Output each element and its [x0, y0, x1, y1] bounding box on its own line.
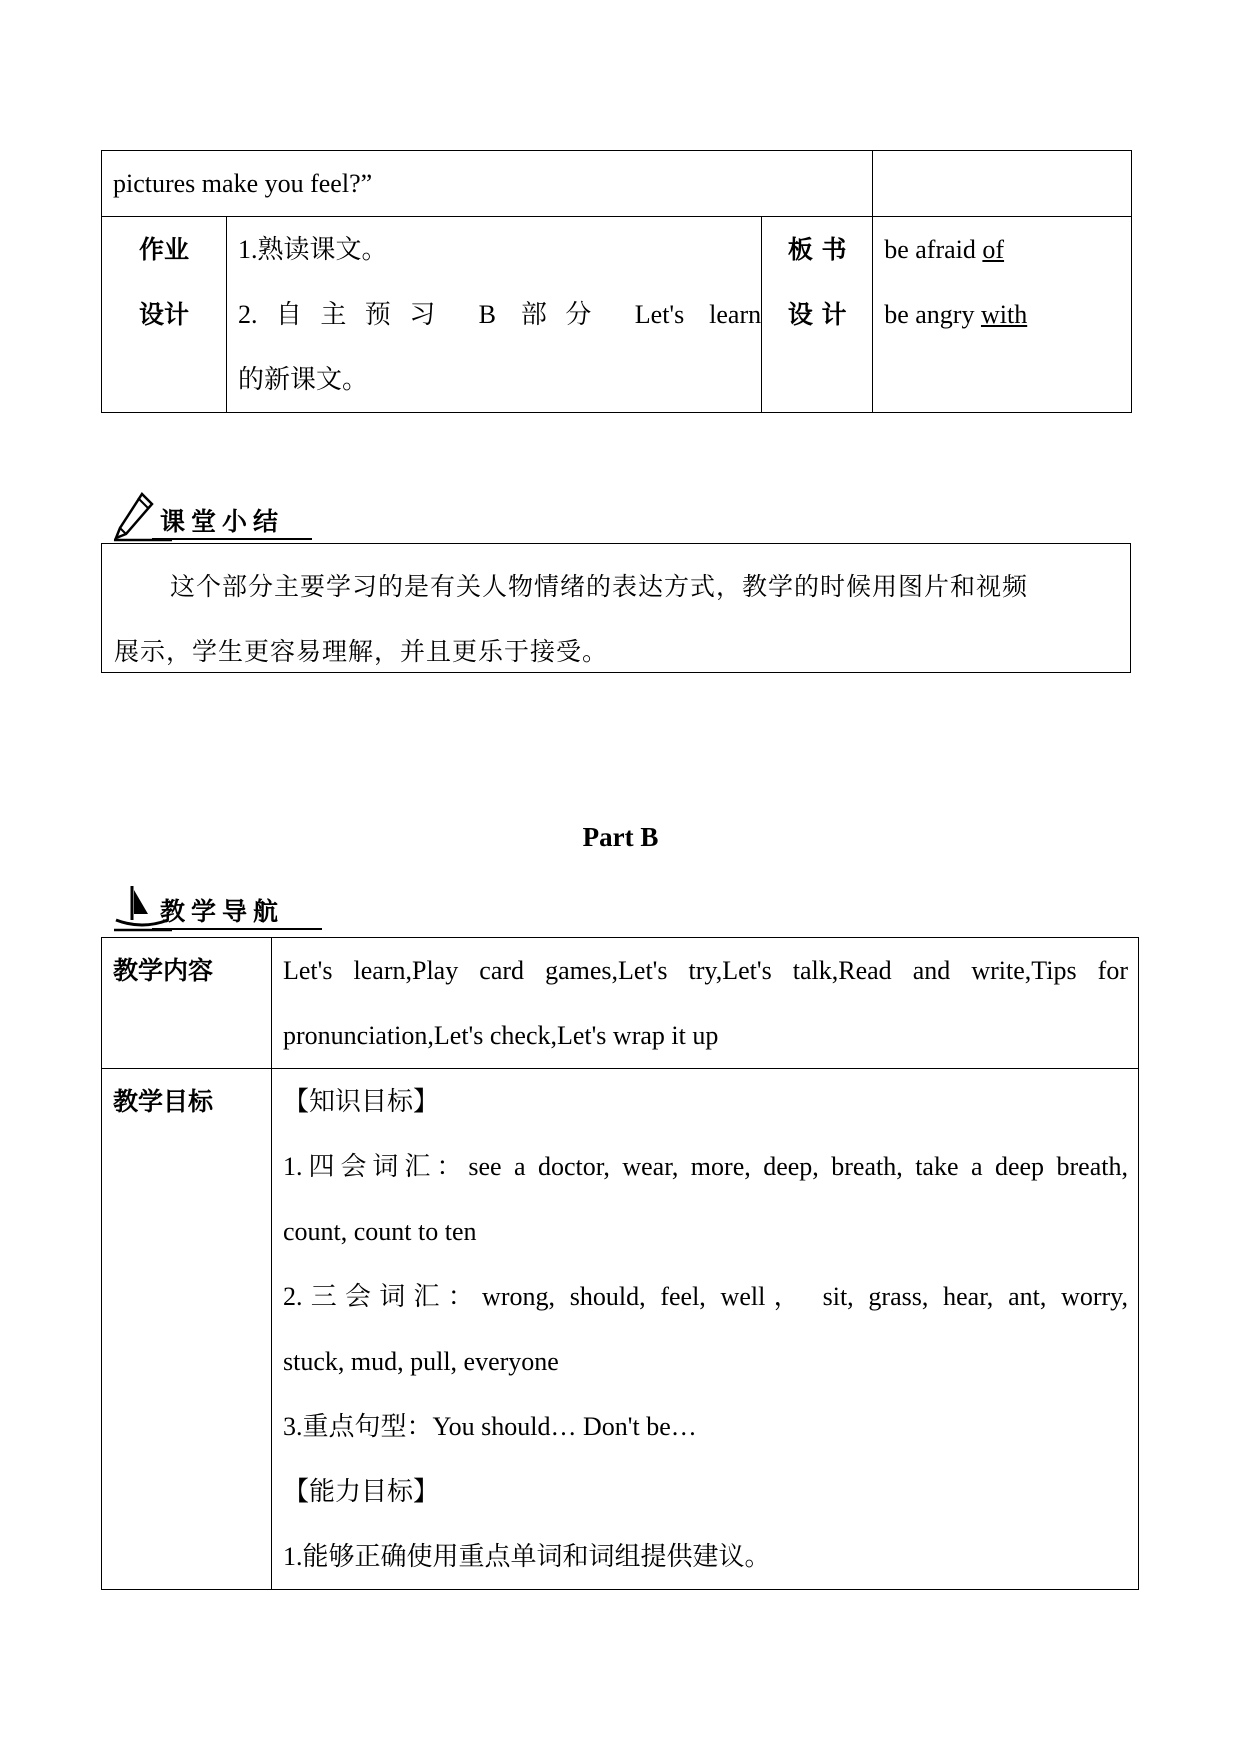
homework-board-table [101, 150, 1132, 413]
board-line-2-text: be angry [884, 300, 981, 329]
nav-heading [112, 880, 322, 932]
part-title: Part B [582, 822, 659, 852]
board-label-2: 设 计 [787, 300, 847, 329]
board-line-2-underlined: with [980, 300, 1028, 329]
content-label: 教学内容 [113, 956, 214, 985]
knowledge-item-1: 1.四会词汇：see a doctor, wear, more, deep, breath, take a deep breath, [283, 1152, 1128, 1181]
content-label-cell [102, 938, 272, 1069]
homework-content-cell [226, 217, 761, 413]
knowledge-heading: 【知识目标】 [283, 1087, 440, 1116]
board-label-cell [762, 217, 873, 413]
teaching-nav-table [101, 937, 1139, 1590]
goals-label: 教学目标 [113, 1087, 214, 1116]
homework-label-2: 设计 [138, 300, 189, 329]
goals-label-cell [102, 1069, 272, 1590]
summary-heading [112, 490, 312, 542]
board-line-1-underlined: of [982, 235, 1005, 264]
content-cell [272, 938, 1139, 1069]
homework-label-1: 作业 [138, 235, 189, 264]
board-content-cell [873, 217, 1132, 413]
summary-line-2: 展示，学生更容易理解，并且更乐于接受。 [114, 637, 609, 666]
empty-cell [873, 151, 1132, 217]
homework-item-2-cont: 的新课文。 [237, 365, 368, 394]
ability-heading: 【能力目标】 [283, 1477, 440, 1506]
goals-cell [272, 1069, 1139, 1590]
continuation-cell [102, 151, 873, 217]
nav-heading-underline [152, 928, 322, 930]
nav-heading-text: 教学导航 [160, 897, 285, 926]
content-line-2: pronunciation,Let's check,Let's wrap it up [283, 1021, 719, 1050]
knowledge-item-1-cont: count, count to ten [283, 1217, 477, 1246]
continuation-text: pictures make you feel?” [113, 169, 373, 198]
board-line-1-text: be afraid [884, 235, 983, 264]
knowledge-item-2: 2.三会词汇：wrong, should, feel, well， sit, grass, hear, ant, worry, [283, 1282, 1128, 1311]
homework-item-2: 2.自主预习 B 部分 Let's learn [237, 300, 762, 329]
knowledge-item-3: 3.重点句型：You should… Don't be… [283, 1412, 697, 1441]
homework-label-cell [102, 217, 227, 413]
board-label-1: 板 书 [787, 235, 847, 264]
board-line-1 [884, 217, 1131, 282]
summary-heading-text: 课堂小结 [160, 507, 285, 536]
heading-underline [152, 538, 312, 540]
board-line-2 [884, 282, 1131, 347]
content-line-1: Let's learn,Play card games,Let's try,Let's talk,Read and write,Tips for [283, 956, 1128, 985]
summary-line-1: 这个部分主要学习的是有关人物情绪的表达方式，教学的时候用图片和视频 [170, 572, 1029, 601]
homework-item-1: 1.熟读课文。 [237, 235, 388, 264]
knowledge-item-2-cont: stuck, mud, pull, everyone [283, 1347, 559, 1376]
summary-box [101, 543, 1131, 673]
ability-item-1: 1.能够正确使用重点单词和词组提供建议。 [283, 1542, 771, 1571]
